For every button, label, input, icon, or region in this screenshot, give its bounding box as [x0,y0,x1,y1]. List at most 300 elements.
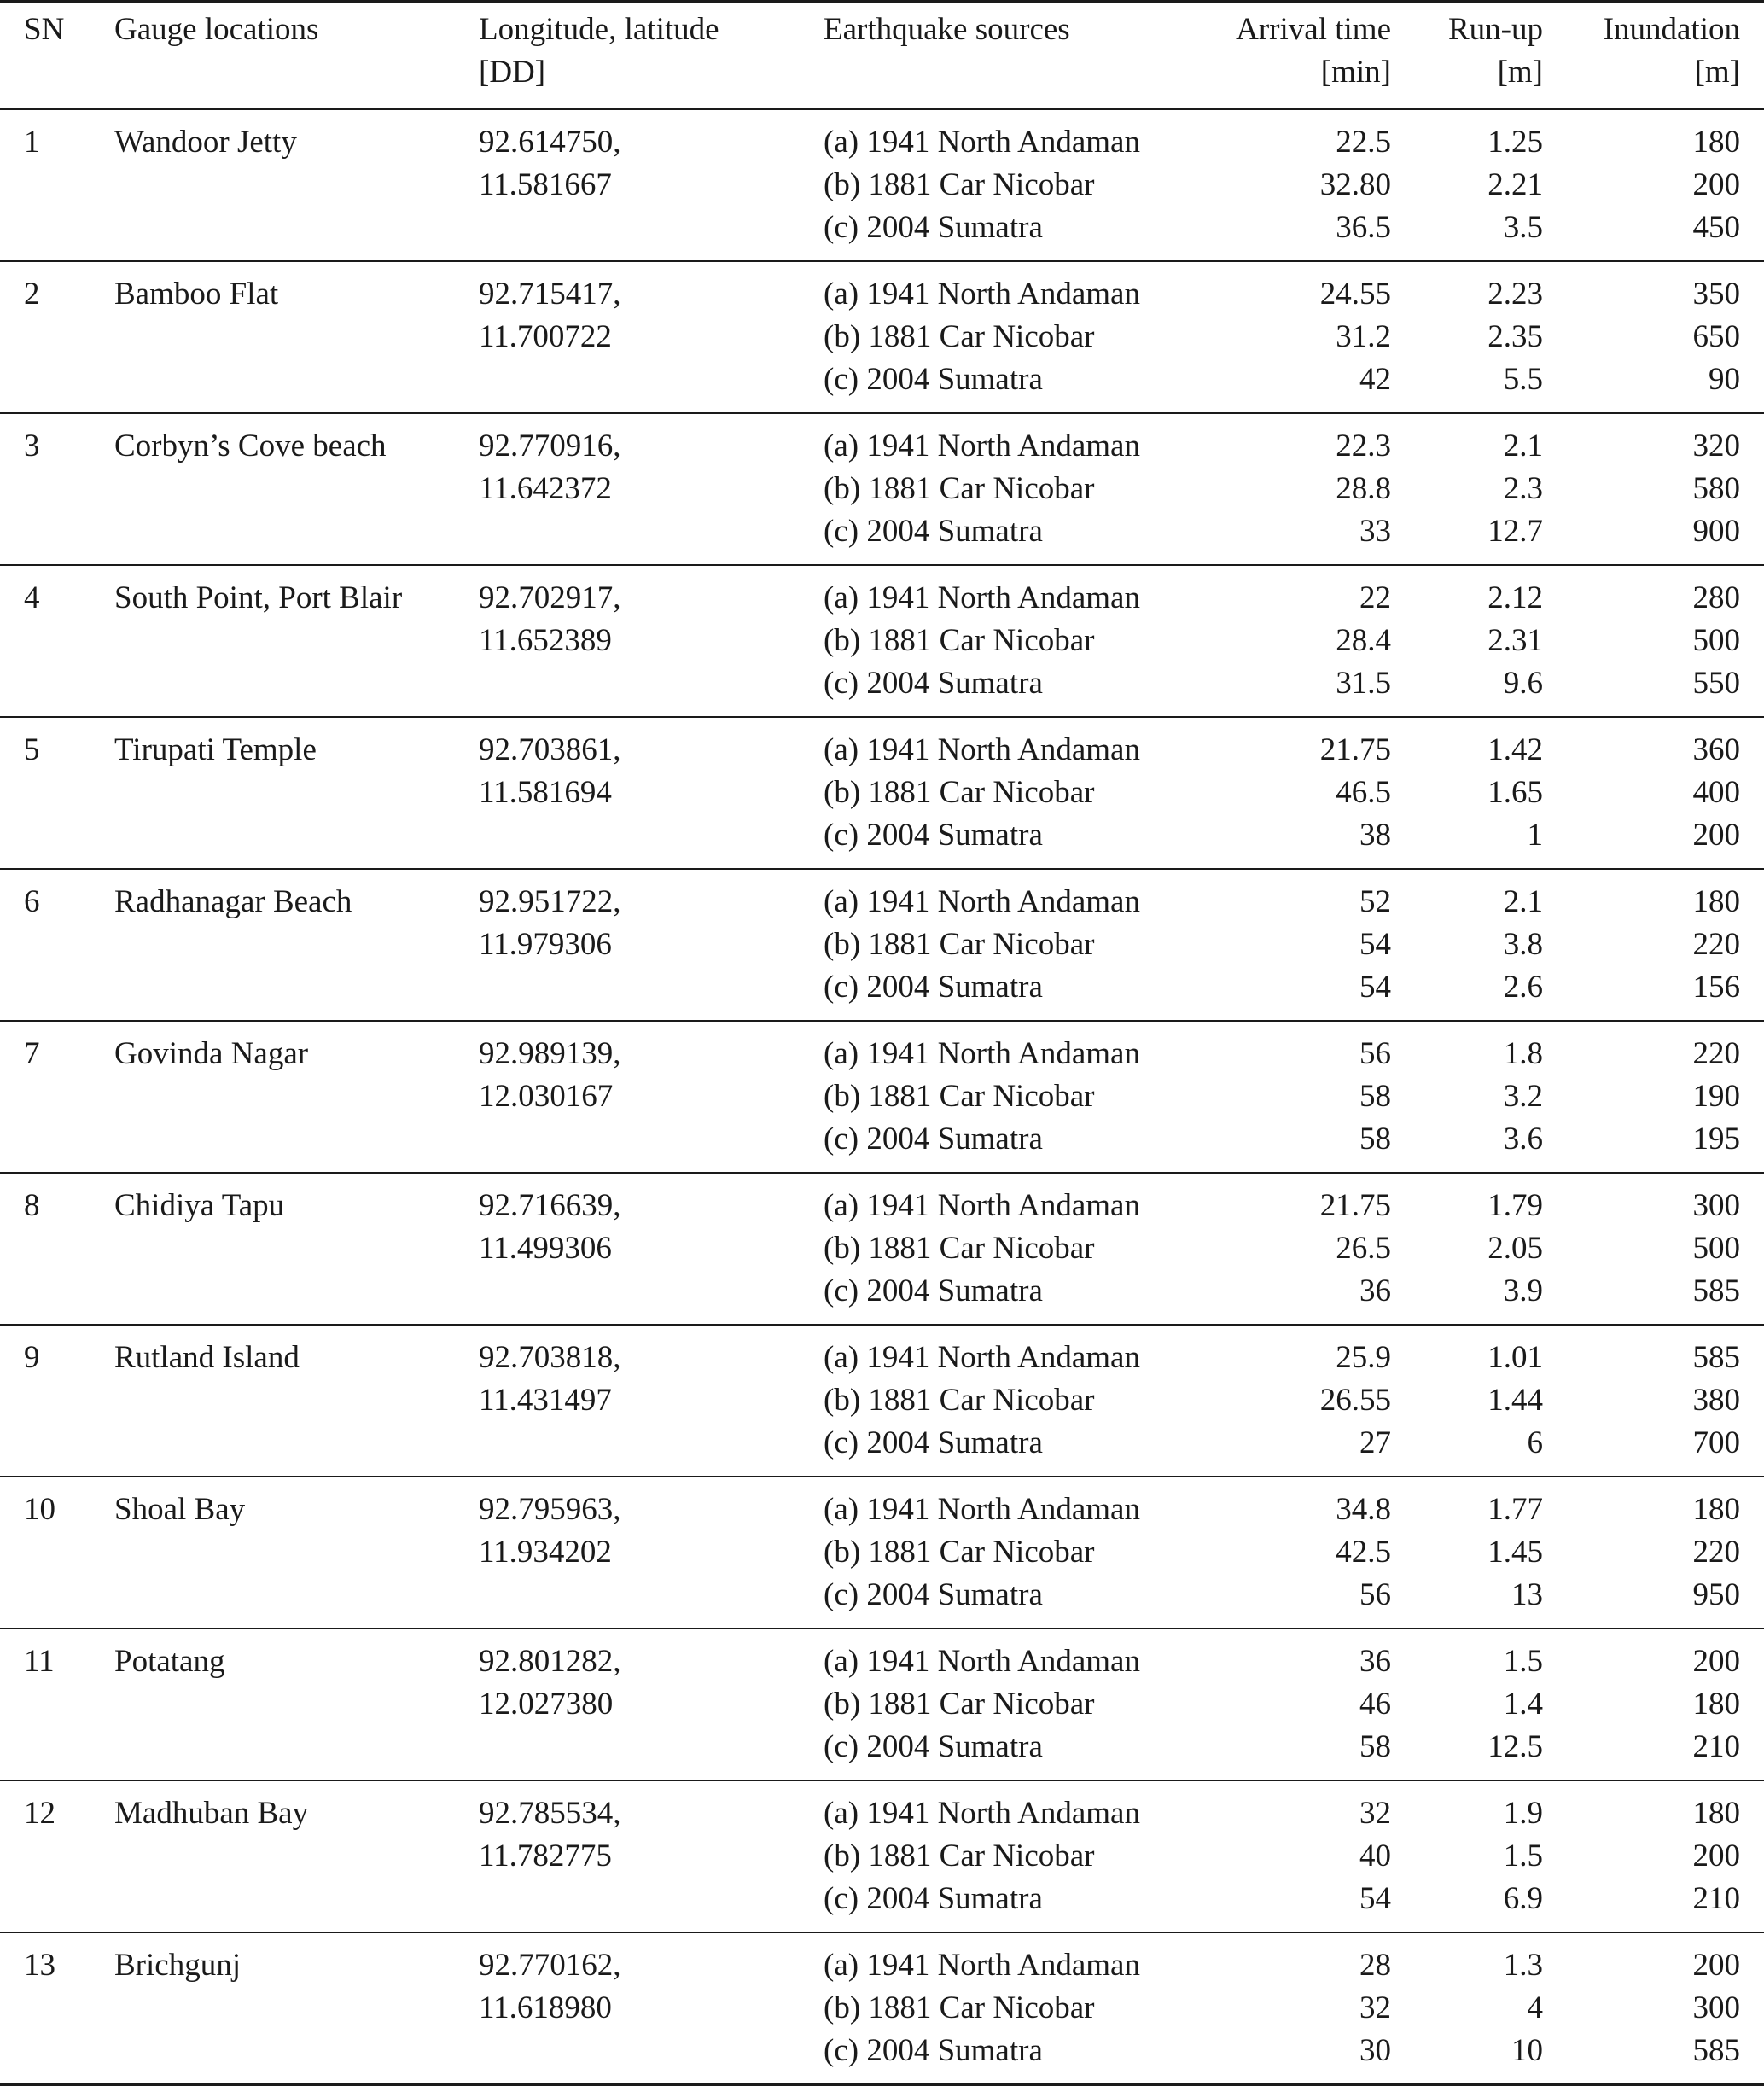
row-location [114,577,402,620]
row-coordinates [479,577,621,662]
row-runup-line-2: 2.35 [1487,319,1543,354]
row-arrival-line-3: 54 [1359,1881,1391,1916]
row-sn-line-1: 13 [24,1948,55,1983]
row-sn-line-1: 8 [24,1188,40,1223]
row-inundation-line-3: 195 [1692,1122,1740,1157]
row-coordinates-line-2: 11.700722 [479,319,612,354]
row-sources-line-3: (c) 2004 Sumatra [824,1729,1043,1764]
row-coordinates-line-2: 11.642372 [479,471,612,506]
row-inundation-line-2: 200 [1692,167,1740,202]
row-arrival-line-2: 46.5 [1336,775,1391,810]
row-runup-line-2: 2.31 [1487,623,1543,658]
row-inundation-line-2: 200 [1692,1838,1740,1873]
row-inundation [1693,881,1741,1009]
row-runup-line-1: 1.5 [1503,1644,1543,1679]
row-inundation-line-3: 550 [1692,666,1740,701]
row-runup [1487,273,1543,401]
row-sources-line-2: (b) 1881 Car Nicobar [824,1990,1095,2025]
row-arrival-line-2: 32 [1359,1990,1391,2025]
row-inundation-line-1: 180 [1692,125,1740,160]
row-inundation-line-3: 210 [1692,1881,1740,1916]
table-row [0,1174,1764,1326]
header-coordinates-line1: Longitude, latitude [479,12,719,47]
row-coordinates-line-2: 11.499306 [479,1231,612,1266]
row-sn [24,1185,40,1227]
row-arrival-line-2: 46 [1359,1687,1391,1722]
row-arrival-line-1: 36 [1359,1644,1391,1679]
row-sources-line-2: (b) 1881 Car Nicobar [824,1383,1095,1418]
row-inundation-line-3: 585 [1692,2033,1740,2068]
row-sources-line-1: (a) 1941 North Andaman [824,1340,1140,1375]
row-sources-line-1: (a) 1941 North Andaman [824,1948,1140,1983]
row-runup-line-3: 6.9 [1503,1881,1543,1916]
row-arrival [1336,425,1391,553]
row-sn-line-1: 4 [24,580,40,615]
row-runup-line-3: 1 [1527,818,1543,853]
row-arrival [1320,1185,1391,1313]
row-sources [824,577,1140,705]
row-inundation [1693,1792,1741,1920]
table-row [0,1326,1764,1477]
row-sources-line-2: (b) 1881 Car Nicobar [824,1535,1095,1570]
row-location [114,1792,308,1835]
row-location [114,273,278,316]
row-arrival-line-2: 54 [1359,927,1391,962]
row-location [114,1185,284,1227]
row-coordinates-line-1: 92.715417, [479,277,621,312]
header-source: Earthquake sources [824,12,1070,47]
table-row [0,1781,1764,1933]
row-coordinates-line-1: 92.716639, [479,1188,621,1223]
row-sn-line-1: 6 [24,884,40,919]
row-inundation-line-1: 320 [1692,428,1740,463]
row-arrival-line-1: 22.5 [1336,125,1391,160]
row-coordinates [479,121,621,207]
row-runup-line-3: 3.9 [1503,1273,1543,1308]
table-row [0,718,1764,870]
row-sn-line-1: 12 [24,1796,55,1831]
row-sn [24,1337,40,1379]
row-coordinates-line-2: 11.979306 [479,927,612,962]
row-sn [24,1033,40,1075]
row-sources-line-3: (c) 2004 Sumatra [824,2033,1043,2068]
row-coordinates [479,273,621,358]
row-runup [1487,1489,1543,1617]
header-runup-line2: [m] [1497,55,1543,90]
row-arrival-line-2: 58 [1359,1079,1391,1114]
row-inundation [1693,729,1741,857]
row-arrival [1336,1489,1391,1617]
row-location [114,1337,300,1379]
row-arrival [1359,1640,1391,1768]
row-location [114,1033,308,1075]
row-sn-line-1: 3 [24,428,40,463]
row-location-line-1: Wandoor Jetty [114,125,297,160]
row-inundation-line-1: 300 [1692,1188,1740,1223]
row-runup-line-3: 13 [1511,1577,1543,1612]
row-sources [824,273,1140,401]
row-runup [1504,881,1543,1009]
table-row [0,110,1764,262]
row-inundation-line-2: 300 [1692,1990,1740,2025]
row-sources-line-2: (b) 1881 Car Nicobar [824,927,1095,962]
row-runup-line-1: 2.1 [1503,884,1543,919]
row-location [114,121,297,164]
row-sources-line-3: (c) 2004 Sumatra [824,210,1043,245]
row-inundation-line-2: 500 [1692,1231,1740,1266]
row-sources-line-1: (a) 1941 North Andaman [824,428,1140,463]
row-sources-line-3: (c) 2004 Sumatra [824,818,1043,853]
row-arrival-line-2: 28.4 [1336,623,1391,658]
row-arrival-line-2: 40 [1359,1838,1391,1873]
row-runup [1487,1185,1543,1313]
table-row [0,870,1764,1022]
row-sources-line-1: (a) 1941 North Andaman [824,1492,1140,1527]
row-arrival-line-3: 31.5 [1336,666,1391,701]
row-inundation-line-2: 580 [1692,471,1740,506]
row-location-line-1: South Point, Port Blair [114,580,403,615]
row-sources-line-1: (a) 1941 North Andaman [824,1644,1140,1679]
row-arrival-line-1: 24.55 [1319,277,1391,312]
row-runup-line-3: 3.6 [1503,1122,1543,1157]
row-sources-line-3: (c) 2004 Sumatra [824,362,1043,397]
table-row [0,414,1764,566]
row-sources-line-1: (a) 1941 North Andaman [824,277,1140,312]
row-inundation-line-3: 90 [1709,362,1740,397]
row-inundation [1693,121,1741,249]
row-arrival-line-3: 36.5 [1336,210,1391,245]
row-inundation-line-2: 220 [1692,927,1740,962]
row-sources [824,729,1140,857]
row-coordinates-line-2: 11.934202 [479,1535,612,1570]
row-sources [824,121,1140,249]
header-arrival-line1: Arrival time [1236,12,1391,47]
row-sources [824,1944,1140,2072]
row-inundation-line-2: 650 [1692,319,1740,354]
row-inundation [1693,1033,1741,1161]
row-sn-line-1: 5 [24,732,40,767]
header-inundation-line2: [m] [1694,55,1740,90]
header-location: Gauge locations [114,12,319,47]
row-runup [1487,425,1543,553]
row-runup-line-3: 12.5 [1487,1729,1543,1764]
row-sources-line-2: (b) 1881 Car Nicobar [824,1838,1095,1873]
row-runup-line-2: 4 [1527,1990,1543,2025]
row-inundation-line-3: 585 [1692,1273,1740,1308]
row-location-line-1: Corbyn’s Cove beach [114,428,387,463]
row-coordinates [479,1033,621,1118]
row-coordinates-line-1: 92.703861, [479,732,621,767]
row-location-line-1: Shoal Bay [114,1492,246,1527]
row-arrival [1359,1033,1391,1161]
row-arrival [1320,121,1391,249]
row-sn [24,729,40,772]
row-sn [24,273,40,316]
row-location-line-1: Chidiya Tapu [114,1188,285,1223]
row-inundation-line-3: 200 [1692,818,1740,853]
row-runup [1487,1337,1543,1465]
row-arrival [1359,881,1391,1009]
row-sources-line-1: (a) 1941 North Andaman [824,1796,1140,1831]
row-inundation-line-1: 585 [1692,1340,1740,1375]
row-location-line-1: Radhanagar Beach [114,884,352,919]
row-runup [1504,1944,1543,2072]
row-location-line-1: Brichgunj [114,1948,241,1983]
row-sources [824,1337,1140,1465]
row-location-line-1: Madhuban Bay [114,1796,309,1831]
row-arrival-line-1: 25.9 [1336,1340,1391,1375]
row-runup-line-3: 12.7 [1487,514,1543,549]
row-runup-line-2: 3.8 [1503,927,1543,962]
row-inundation-line-1: 360 [1692,732,1740,767]
row-coordinates-line-1: 92.770916, [479,428,621,463]
row-arrival-line-1: 32 [1359,1796,1391,1831]
row-arrival-line-1: 52 [1359,884,1391,919]
row-arrival-line-3: 30 [1359,2033,1391,2068]
row-runup-line-3: 2.6 [1503,970,1543,1005]
row-sources-line-3: (c) 2004 Sumatra [824,666,1043,701]
row-coordinates-line-1: 92.785534, [479,1796,621,1831]
row-arrival [1359,1944,1391,2072]
row-sources-line-2: (b) 1881 Car Nicobar [824,623,1095,658]
row-runup-line-3: 3.5 [1503,210,1543,245]
row-runup-line-1: 1.77 [1487,1492,1543,1527]
row-runup-line-1: 2.12 [1487,580,1543,615]
row-arrival-line-3: 36 [1359,1273,1391,1308]
row-coordinates-line-2: 11.431497 [479,1383,612,1418]
row-sn-line-1: 11 [24,1644,55,1679]
row-inundation-line-2: 380 [1692,1383,1740,1418]
row-inundation-line-1: 220 [1692,1036,1740,1071]
row-sn-line-1: 9 [24,1340,40,1375]
row-coordinates [479,425,621,510]
row-runup [1487,577,1543,705]
row-coordinates [479,1640,621,1726]
row-inundation-line-1: 180 [1692,1796,1740,1831]
row-inundation [1693,577,1741,705]
row-sources-line-2: (b) 1881 Car Nicobar [824,167,1095,202]
row-location-line-1: Bamboo Flat [114,277,279,312]
row-runup-line-2: 1.65 [1487,775,1543,810]
header-inundation [1604,9,1740,94]
row-sn [24,577,40,620]
header-sn: SN [24,12,65,47]
row-location [114,729,317,772]
row-arrival-line-1: 22.3 [1336,428,1391,463]
row-sn-line-1: 2 [24,277,40,312]
row-arrival-line-3: 58 [1359,1122,1391,1157]
row-arrival-line-2: 26.55 [1319,1383,1391,1418]
row-runup [1487,1640,1543,1768]
row-arrival [1320,1337,1391,1465]
row-runup [1504,1033,1543,1161]
row-arrival-line-2: 26.5 [1336,1231,1391,1266]
row-sn [24,1944,55,1987]
row-runup [1487,121,1543,249]
row-inundation-line-3: 950 [1692,1577,1740,1612]
row-sn [24,1489,55,1531]
row-inundation-line-3: 156 [1692,970,1740,1005]
row-runup-line-1: 1.79 [1487,1188,1543,1223]
row-inundation-line-3: 900 [1692,514,1740,549]
row-coordinates [479,1944,621,2030]
row-location [114,1944,241,1987]
row-sn [24,425,40,468]
row-inundation-line-2: 220 [1692,1535,1740,1570]
row-runup-line-3: 10 [1511,2033,1543,2068]
row-arrival-line-1: 22 [1359,580,1391,615]
row-runup-line-2: 1.44 [1487,1383,1543,1418]
row-arrival-line-2: 31.2 [1336,319,1391,354]
row-location-line-1: Potatang [114,1644,225,1679]
row-sources [824,425,1140,553]
row-coordinates-line-1: 92.951722, [479,884,621,919]
row-runup-line-1: 1.25 [1487,125,1543,160]
row-sn [24,1640,55,1683]
row-sources-line-2: (b) 1881 Car Nicobar [824,775,1095,810]
row-runup-line-1: 1.3 [1503,1948,1543,1983]
row-inundation-line-1: 200 [1692,1948,1740,1983]
row-runup [1487,729,1543,857]
row-inundation-line-1: 180 [1692,1492,1740,1527]
row-arrival-line-3: 38 [1359,818,1391,853]
row-coordinates-line-2: 11.782775 [479,1838,612,1873]
row-sources-line-2: (b) 1881 Car Nicobar [824,1231,1095,1266]
row-arrival-line-3: 56 [1359,1577,1391,1612]
row-inundation [1693,1489,1741,1617]
row-arrival-line-2: 28.8 [1336,471,1391,506]
row-arrival-line-3: 54 [1359,970,1391,1005]
row-location [114,425,387,468]
row-sources [824,1185,1140,1313]
row-coordinates [479,1185,621,1270]
row-runup-line-2: 2.3 [1503,471,1543,506]
row-inundation-line-2: 500 [1692,623,1740,658]
row-sources-line-1: (a) 1941 North Andaman [824,884,1140,919]
table-row [0,1933,1764,2085]
row-arrival-line-1: 28 [1359,1948,1391,1983]
table-row [0,1477,1764,1629]
row-sources-line-1: (a) 1941 North Andaman [824,732,1140,767]
row-runup-line-3: 9.6 [1503,666,1543,701]
row-arrival-line-1: 56 [1359,1036,1391,1071]
row-inundation-line-1: 350 [1692,277,1740,312]
row-coordinates-line-2: 11.581667 [479,167,612,202]
row-runup-line-2: 1.5 [1503,1838,1543,1873]
row-inundation [1693,1185,1741,1313]
row-arrival-line-2: 42.5 [1336,1535,1391,1570]
row-sources-line-2: (b) 1881 Car Nicobar [824,1079,1095,1114]
row-sources-line-3: (c) 2004 Sumatra [824,1577,1043,1612]
row-coordinates-line-1: 92.770162, [479,1948,621,1983]
header-inundation-line1: Inundation [1603,12,1740,47]
row-sources-line-3: (c) 2004 Sumatra [824,1122,1043,1157]
row-sn-line-1: 7 [24,1036,40,1071]
row-sources [824,881,1140,1009]
row-coordinates [479,729,621,814]
row-runup-line-2: 3.2 [1503,1079,1543,1114]
row-arrival-line-3: 42 [1359,362,1391,397]
row-coordinates [479,1792,621,1878]
row-inundation-line-2: 400 [1692,775,1740,810]
table-row [0,1629,1764,1781]
row-coordinates-line-1: 92.703818, [479,1340,621,1375]
row-location-line-1: Tirupati Temple [114,732,317,767]
row-inundation-line-3: 450 [1692,210,1740,245]
row-runup [1504,1792,1543,1920]
row-coordinates-line-1: 92.989139, [479,1036,621,1071]
row-sources-line-2: (b) 1881 Car Nicobar [824,319,1095,354]
header-coordinates [479,9,719,94]
header-coordinates-line2: [DD] [479,55,546,90]
row-location [114,1640,224,1683]
row-sources-line-1: (a) 1941 North Andaman [824,1188,1140,1223]
row-sources-line-2: (b) 1881 Car Nicobar [824,471,1095,506]
row-arrival-line-3: 27 [1359,1425,1391,1460]
row-coordinates [479,1337,621,1422]
row-runup-line-1: 1.8 [1503,1036,1543,1071]
row-runup-line-2: 2.05 [1487,1231,1543,1266]
row-inundation-line-1: 200 [1692,1644,1740,1679]
row-location-line-1: Govinda Nagar [114,1036,309,1071]
row-inundation [1693,273,1741,401]
row-runup-line-1: 2.23 [1487,277,1543,312]
row-arrival-line-2: 32.80 [1319,167,1391,202]
row-arrival-line-1: 34.8 [1336,1492,1391,1527]
row-coordinates-line-2: 12.027380 [479,1687,614,1722]
row-sources [824,1489,1140,1617]
top-rule [0,0,1764,3]
row-location [114,1489,245,1531]
row-arrival [1359,1792,1391,1920]
row-arrival-line-3: 58 [1359,1729,1391,1764]
row-arrival [1320,273,1391,401]
row-arrival [1336,577,1391,705]
row-sn-line-1: 1 [24,125,40,160]
row-sources-line-3: (c) 2004 Sumatra [824,1881,1043,1916]
row-inundation-line-2: 190 [1692,1079,1740,1114]
row-coordinates-line-2: 11.618980 [479,1990,612,2025]
row-sources [824,1792,1140,1920]
row-location [114,881,352,924]
row-arrival-line-3: 33 [1359,514,1391,549]
row-runup-line-2: 1.4 [1503,1687,1543,1722]
row-sources-line-3: (c) 2004 Sumatra [824,970,1043,1005]
row-runup-line-3: 5.5 [1503,362,1543,397]
row-runup-line-1: 2.1 [1503,428,1543,463]
row-sources [824,1640,1140,1768]
table-header [0,9,1764,108]
row-inundation [1693,1944,1741,2072]
header-arrival-line2: [min] [1320,55,1391,90]
row-inundation [1693,1640,1741,1768]
row-coordinates-line-1: 92.614750, [479,125,621,160]
row-inundation-line-3: 700 [1692,1425,1740,1460]
row-inundation [1693,1337,1741,1465]
row-sources-line-2: (b) 1881 Car Nicobar [824,1687,1095,1722]
row-coordinates-line-1: 92.801282, [479,1644,621,1679]
row-sn-line-1: 10 [24,1492,55,1527]
row-coordinates [479,1489,621,1574]
row-coordinates-line-1: 92.702917, [479,580,621,615]
row-sn [24,1792,55,1835]
row-location-line-1: Rutland Island [114,1340,300,1375]
row-sources-line-1: (a) 1941 North Andaman [824,125,1140,160]
row-inundation-line-2: 180 [1692,1687,1740,1722]
row-arrival-line-1: 21.75 [1319,1188,1391,1223]
row-coordinates-line-2: 11.652389 [479,623,612,658]
row-inundation-line-1: 180 [1692,884,1740,919]
